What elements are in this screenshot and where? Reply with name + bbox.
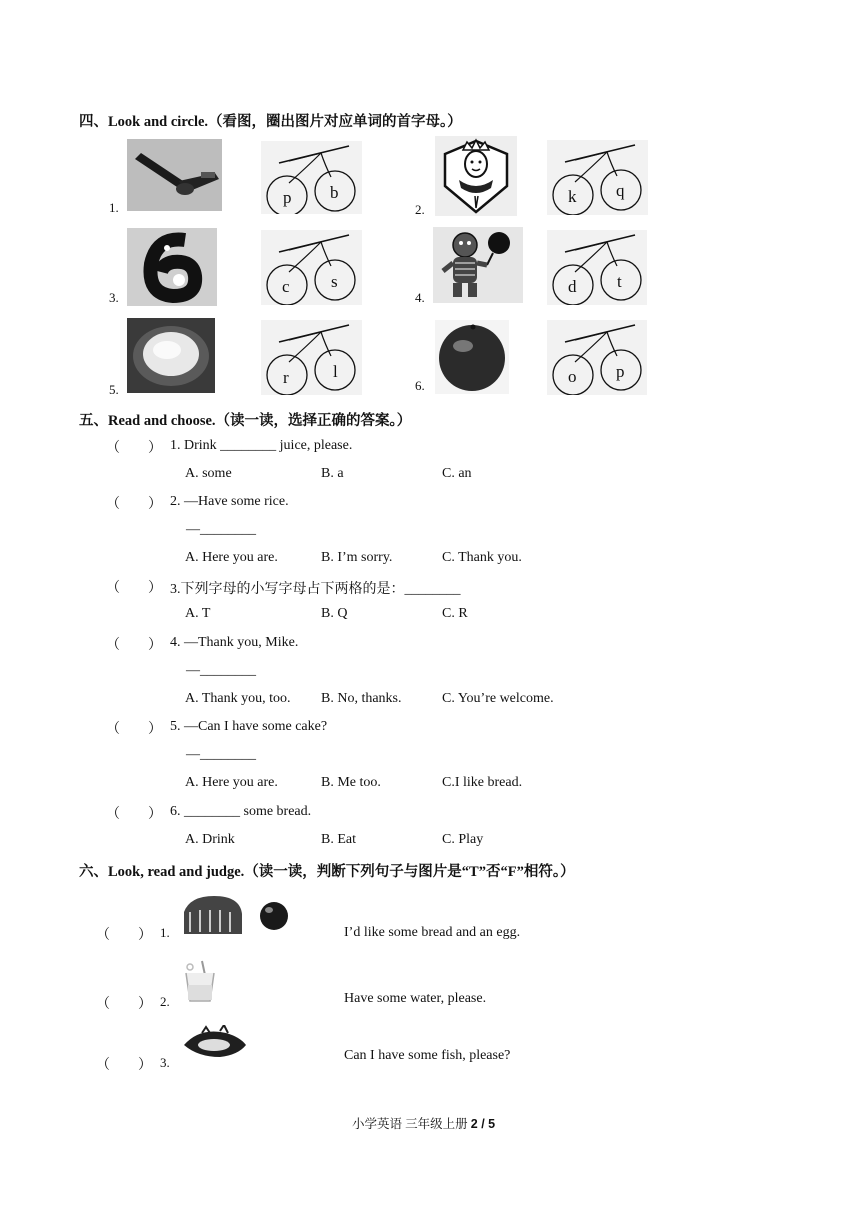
option-b[interactable]: B. I’m sorry. <box>321 550 393 565</box>
cherry-letter[interactable]: q <box>616 181 625 200</box>
section6-title: 六、Look, read and judge.（读一读，判断下列句子与图片是“T”否“F”相符。） <box>79 864 575 880</box>
cherry-letter[interactable]: t <box>617 272 622 291</box>
option-a[interactable]: A. T <box>185 606 211 621</box>
page-number: 2 / 5 <box>470 1117 496 1131</box>
glass-of-water-icon <box>180 955 220 1005</box>
option-b[interactable]: B. Eat <box>321 832 356 847</box>
bread-and-egg-icon <box>180 890 290 938</box>
option-c[interactable]: C. Thank you. <box>442 550 522 565</box>
cherry-letter[interactable]: l <box>333 362 338 381</box>
queen-icon <box>435 136 517 216</box>
answer-blank[interactable]: （ ） <box>106 722 162 737</box>
number-six-icon <box>127 228 217 306</box>
cherry-letter[interactable]: c <box>282 277 290 296</box>
answer-line[interactable]: —________ <box>186 747 256 762</box>
option-c[interactable]: C. Play <box>442 832 484 847</box>
item-number: 4. <box>415 290 425 305</box>
question-text: 2. —Have some rice. <box>170 494 289 509</box>
letter-cherry-pair[interactable] <box>547 140 648 215</box>
question-text: 3.下列字母的小写字母占下两格的是：________ <box>170 582 461 597</box>
judge-sentence: Can I have some fish, please? <box>344 1048 511 1063</box>
answer-blank[interactable]: （ ） <box>106 581 162 596</box>
answer-blank[interactable]: （ ） <box>96 928 152 943</box>
letter-cherry-pair[interactable] <box>261 230 362 305</box>
option-c[interactable]: C. You’re welcome. <box>442 691 554 706</box>
item-number: 1. <box>109 200 119 215</box>
question-text: 6. ________ some bread. <box>170 804 312 819</box>
question-text: 5. —Can I have some cake? <box>170 719 328 734</box>
rice-icon <box>127 318 215 393</box>
cherry-letter[interactable]: p <box>283 188 292 207</box>
answer-line[interactable]: —________ <box>186 663 256 678</box>
letter-cherry-pair[interactable] <box>261 320 362 395</box>
section4-title: 四、Look and circle.（看图，圈出图片对应单词的首字母。） <box>79 114 462 130</box>
cherry-letter[interactable]: r <box>283 368 289 387</box>
letter-cherry-pair[interactable] <box>261 141 362 214</box>
option-a[interactable]: A. Here you are. <box>185 775 278 790</box>
answer-blank[interactable]: （ ） <box>106 441 162 456</box>
cherry-letter[interactable]: s <box>331 272 338 291</box>
cherry-letter[interactable]: d <box>568 277 577 296</box>
tiger-icon <box>433 227 523 303</box>
option-b[interactable]: B. a <box>321 466 344 481</box>
option-b[interactable]: B. Q <box>321 606 348 621</box>
option-b[interactable]: B. No, thanks. <box>321 691 402 706</box>
item-number: 3. <box>109 290 119 305</box>
answer-blank[interactable]: （ ） <box>96 997 152 1012</box>
item-number: 5. <box>109 382 119 397</box>
item-number: 2. <box>160 994 170 1009</box>
letter-cherry-pair[interactable] <box>547 230 647 305</box>
page-footer <box>352 1114 495 1132</box>
item-number: 6. <box>415 378 425 393</box>
question-text: 1. Drink ________ juice, please. <box>170 438 353 453</box>
cherry-letter[interactable]: b <box>330 183 339 202</box>
option-c[interactable]: C. R <box>442 606 468 621</box>
answer-blank[interactable]: （ ） <box>106 497 162 512</box>
answer-blank[interactable]: （ ） <box>96 1058 152 1073</box>
judge-sentence: I’d like some bread and an egg. <box>344 925 521 940</box>
pen-icon <box>127 139 222 211</box>
option-a[interactable]: A. Here you are. <box>185 550 278 565</box>
item-number: 3. <box>160 1055 170 1070</box>
letter-cherry-pair[interactable] <box>547 320 647 395</box>
footer-subject: 小学英语 三年级上册 <box>352 1117 468 1131</box>
cherry-letter[interactable]: p <box>616 362 625 381</box>
answer-blank[interactable]: （ ） <box>106 807 162 822</box>
option-b[interactable]: B. Me too. <box>321 775 381 790</box>
item-number: 2. <box>415 202 425 217</box>
fish-icon <box>180 1025 250 1061</box>
option-a[interactable]: A. Thank you, too. <box>185 691 291 706</box>
question-text: 4. —Thank you, Mike. <box>170 635 299 650</box>
orange-icon <box>435 320 509 394</box>
section5-title: 五、Read and choose.（读一读，选择正确的答案。） <box>79 413 412 429</box>
judge-sentence: Have some water, please. <box>344 991 487 1006</box>
option-a[interactable]: A. some <box>185 466 232 481</box>
cherry-letter[interactable]: o <box>568 367 577 386</box>
option-a[interactable]: A. Drink <box>185 832 235 847</box>
answer-blank[interactable]: （ ） <box>106 638 162 653</box>
item-number: 1. <box>160 925 170 940</box>
answer-line[interactable]: —________ <box>186 522 256 537</box>
option-c[interactable]: C. an <box>442 466 472 481</box>
option-c[interactable]: C.I like bread. <box>442 775 523 790</box>
cherry-letter[interactable]: k <box>568 187 577 206</box>
